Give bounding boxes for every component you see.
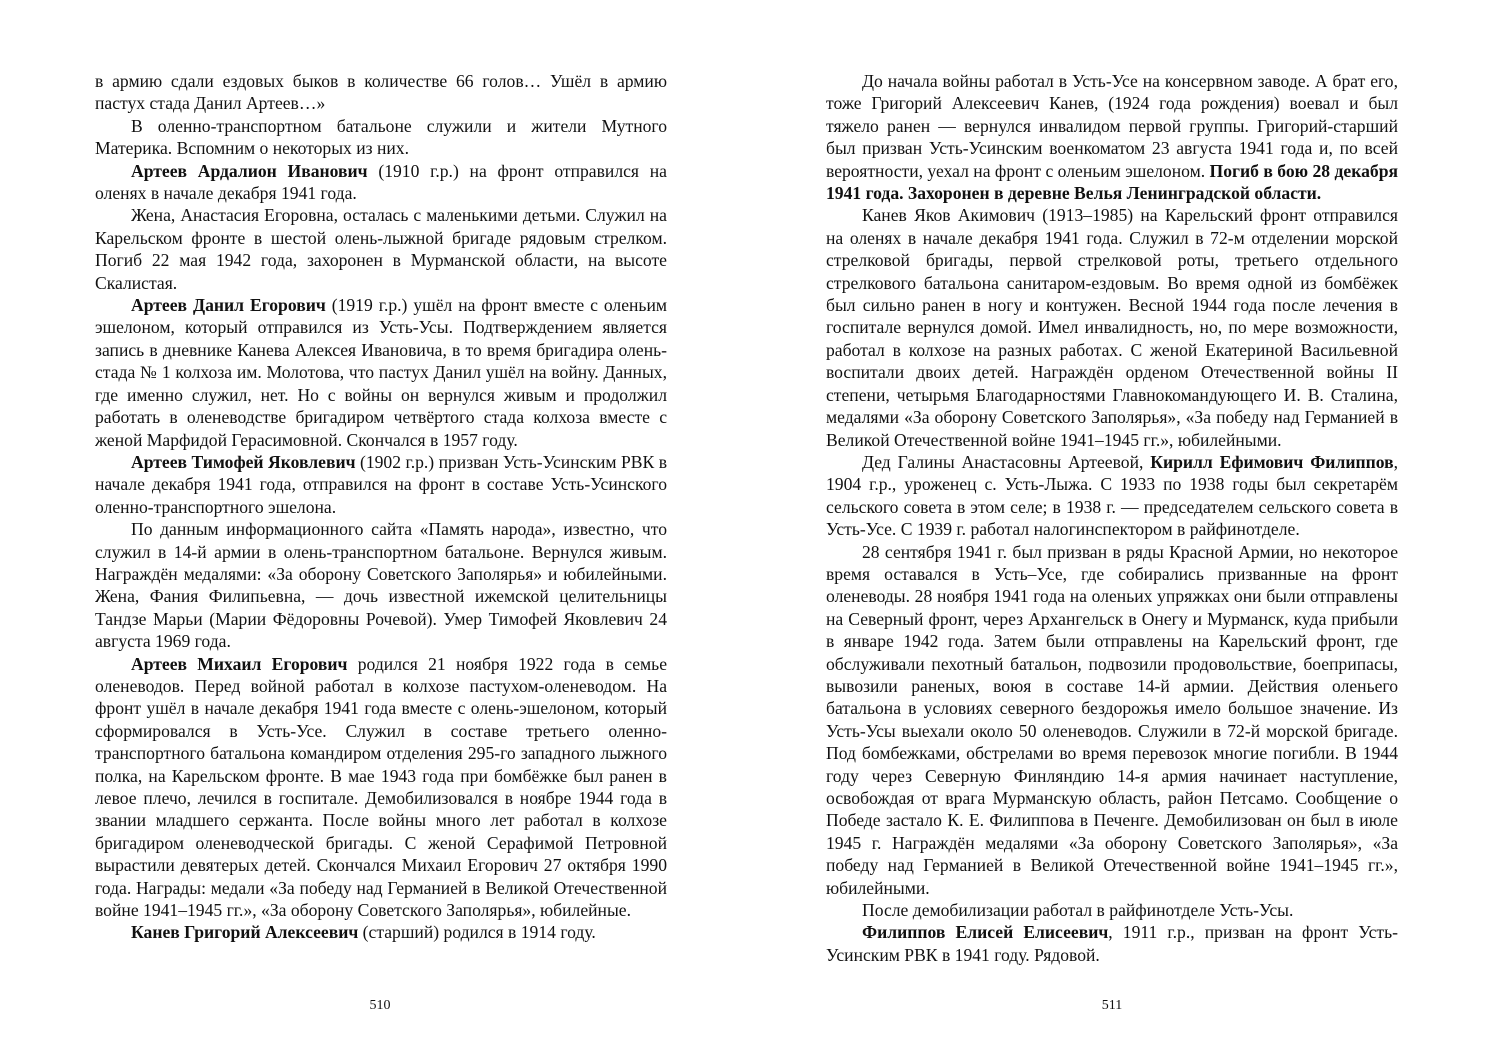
paragraph: В оленно-транспортном батальоне служили и жители Мутного Материка. Вспомним о некоторых из них. xyxy=(95,115,667,159)
paragraph: После демобилизации работал в райфинотделе Усть-Усы. xyxy=(862,900,1294,921)
paragraph: Артеев Тимофей Яковлевич (1902 г.р.) призван Усть-Усинским РВК в начале декабря 1941 года, отправился на фронт в составе Усть-Усинского оленно-транспортного эшелона. xyxy=(95,451,668,517)
paragraph: Дед Галины Анастасовны Артеевой, Кирилл Ефимович Филиппов, 1904 г.р., уроженец с. Усть-Лыжа. С 1933 по 1938 годы был секретарём сельского совета в этом селе; в 1938 г. — председателем сельского совета в Усть-Усе. С 1939 г. работал налогинспектором в райфинотделе. xyxy=(826,451,1398,540)
left-page xyxy=(95,70,667,944)
page-number-left: 510 xyxy=(369,998,391,1013)
paragraph: Артеев Михаил Егорович родился 21 ноября 1922 года в семье оленеводов. Перед войной работал в колхозе пастухом-оленеводом. На фронт ушёл в начале декабря 1941 года вместе с олень-эшелоном, который сформировался в Усть-Усе. Служил в составе третьего оленно-транспортного батальона командиром отделения 295-го западного лыжного полка, на Карельском фронте. В мае 1943 года при бомбёжке был ранен в левое плечо, лечился в госпитале. Демобилизовался в ноябре 1944 года в звании младшего сержанта. После войны много лет работал в колхозе бригадиром оленеводческой бригады. С женой Серафимой Петровной вырастили девятерых детей. Скончался Михаил Егорович 27 октября 1990 года. Награды: медали «За победу над Германией в Великой Отечественной войне 1941–1945 гг.», «За оборону Советского Заполярья», юбилейные. xyxy=(95,653,668,921)
paragraph: Филиппов Елисей Елисеевич, 1911 г.р., призван на фронт Усть-Усинским РВК в 1941 году. Рядовой. xyxy=(826,922,1398,965)
paragraph: в армию сдали ездовых быков в количестве 66 голов… Ушёл в армию пастух стада Данил Артеев…» xyxy=(95,71,667,114)
paragraph: 28 сентября 1941 г. был призван в ряды Красной Армии, но некоторое время оставался в Усть–Усе, где собирались призванные на фронт оленеводы. 28 ноября 1941 года на оленьих упряжках они были отправлены на Северный фронт, через Архангельск в Онегу и Мурманск, куда прибыли в январе 1942 года. Затем были отправлены на Карельский фронт, где обслуживали пехотный батальон, подвозили продовольствие, боеприпасы, вывозили раненых, воюя в составе 14-й армии. Действия оленьего батальона в условиях северного бездорожья имело большое значение. Из Усть-Усы выехали около 50 оленеводов. Служили в 72-й морской бригаде. Под бомбежками, обстрелами во время перевозок многие погибли. В 1944 году через Северную Финляндию 14-я армия начинает наступление, освобождая от врага Мурманскую область, район Петсамо. Сообщение о Победе застало К. Е. Филиппова в Печенге. Демобилизован он был в июле 1945 г. Награждён медалями «За оборону Советского Заполярья», «За победу над Германией в Великой Отечественной войне 1941–1945 гг.», юбилейными. xyxy=(826,541,1398,898)
page-number-right: 511 xyxy=(1101,998,1123,1013)
paragraph: До начала войны работал в Усть-Усе на консервном заводе. А брат его, тоже Григорий Алексеевич Канев, (1924 года рождения) воевал и был тяжело ранен — вернулся инвалидом первой группы. Григорий-старший был призван Усть-Усинским военкоматом 23 августа 1941 года и, по всей вероятности, уехал на фронт с оленьим эшелоном. Погиб в бою 28 декабря 1941 года. Захоронен в деревне Велья Ленинградской области. xyxy=(826,71,1398,204)
paragraph: Артеев Ардалион Иванович (1910 г.р.) на фронт отправился на оленях в начале декабря 1941 года. xyxy=(95,160,667,204)
right-page xyxy=(826,70,1398,966)
paragraph: По данным информационного сайта «Память народа», известно, что служил в 14-й армии в олень-транспортном батальоне. Вернулся живым. Награждён медалями: «За оборону Советского Заполярья» и юбилейными. Жена, Фания Филипьевна, — дочь известной ижемской целительницы Тандзе Марьи (Марии Фёдоровны Рочевой). Умер Тимофей Яковлевич 24 августа 1969 года. xyxy=(95,519,667,652)
paragraph: Канев Яков Акимович (1913–1985) на Карельский фронт отправился на оленях в начале декабря 1941 года. Служил в 72-м отделении морской стрелковой бригады, первой стрелковой роты, третьего отдельного стрелкового батальона санитаром-ездовым. Во время одной из бомбёжек был сильно ранен в ногу и контужен. Весной 1944 года после лечения в госпитале вернулся домой. Имел инвалидность, но, по мере возможности, работал в колхозе на разных работах. С женой Екатериной Васильевной воспитали двоих детей. Награждён орденом Отечественной войны II степени, четырьмя Благодарностями Главнокомандующего И. В. Сталина, медалями «За оборону Советского Заполярья», «За победу над Германией в Великой Отечественной войне 1941–1945 гг.», юбилейными. xyxy=(826,205,1398,450)
paragraph: Артеев Данил Егорович (1919 г.р.) ушёл на фронт вместе с оленьим эшелоном, который отправился из Усть-Усы. Подтверждением является запись в дневнике Канева Алексея Ивановича, в то время бригадира олень-стада № 1 колхоза им. Молотова, что пастух Данил ушёл на войну. Данных, где именно служил, нет. Но с войны он вернулся живым и продолжил работать в оленеводстве бригадиром четвёртого стада колхоза вместе с женой Марфидой Герасимовной. Скончался в 1957 году. xyxy=(95,295,667,450)
paragraph: Канев Григорий Алексеевич (старший) родился в 1914 году. xyxy=(131,922,596,943)
paragraph: Жена, Анастасия Егоровна, осталась с маленькими детьми. Служил на Карельском фронте в шестой олень-лыжной бригаде рядовым стрелком. Погиб 22 мая 1942 года, захоронен в Мурманской области, на высоте Скалистая. xyxy=(95,205,667,293)
